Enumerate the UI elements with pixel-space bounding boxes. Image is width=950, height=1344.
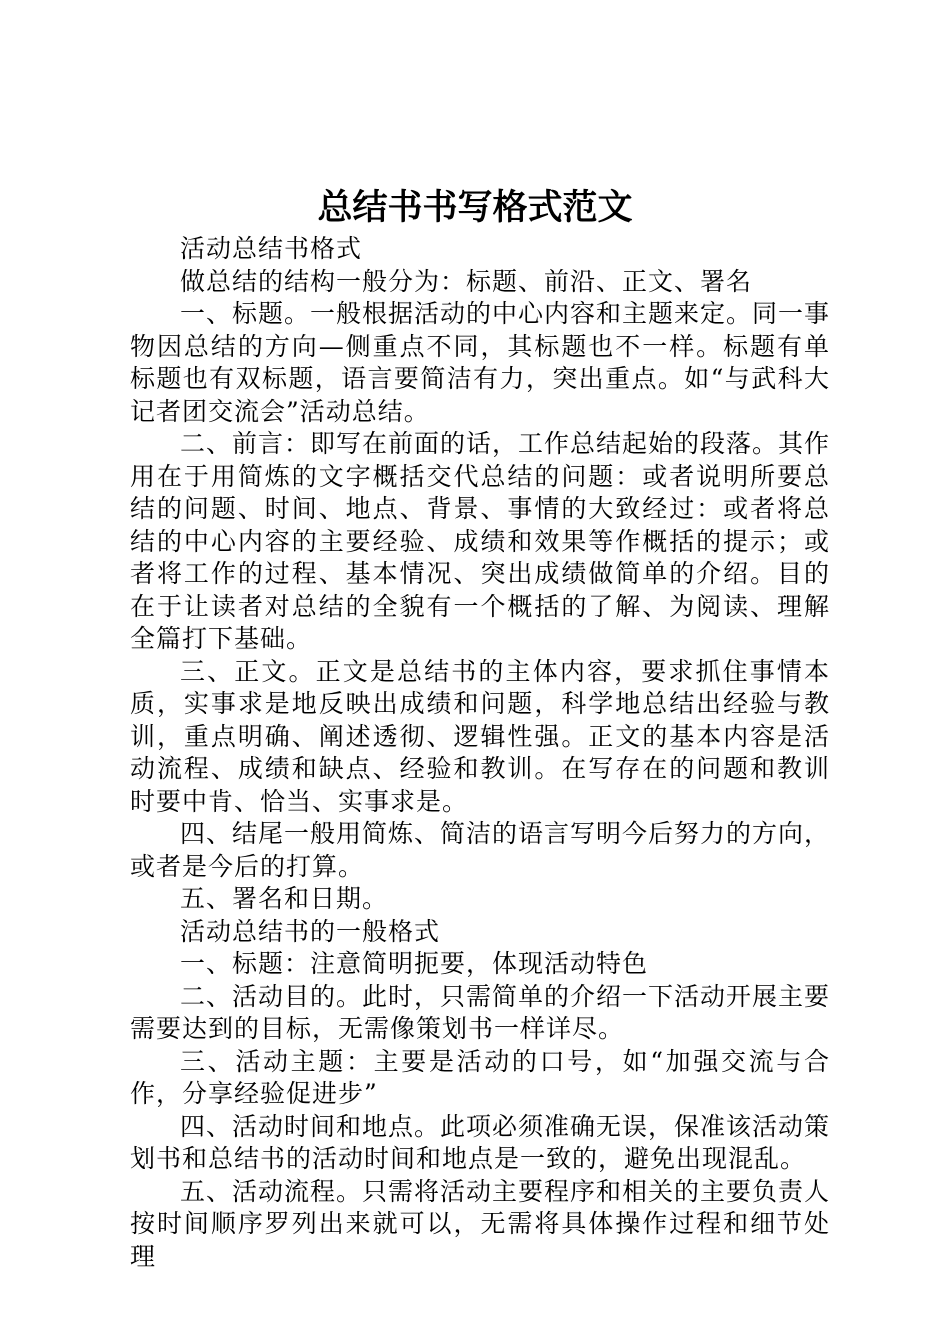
paragraph: 五、署名和日期。 — [180, 884, 389, 913]
document-title: 总结书书写格式范文 — [317, 187, 633, 228]
paragraph: 一、标题：注意简明扼要，体现活动特色 — [180, 949, 649, 978]
paragraph: 一、标题。一般根据活动的中心内容和主题来定。同一事物因总结的方向—侧重点不同，其标题也不一样。标题有单标题也有双标题，语言要简洁有力，突出重点。如“与武科大记者团交流会”活动总结。 — [130, 299, 831, 426]
paragraph: 四、活动时间和地点。此项必须准确无误，保准该活动策划书和总结书的活动时间和地点是一致的，避免出现混乱。 — [130, 1111, 831, 1173]
paragraph: 做总结的结构一般分为：标题、前沿、正文、署名 — [180, 266, 753, 296]
paragraph: 三、正文。正文是总结书的主体内容，要求抓住事情本质，实事求是地反映出成绩和问题，科学地总结出经验与教训，重点明确、阐述透彻、逻辑性强。正文的基本内容是活动流程、成绩和缺点、经验和教训。在写存在的问题和教训时要中肯、恰当、实事求是。 — [130, 656, 830, 816]
paragraph: 三、活动主题：主要是活动的口号，如“加强交流与合作，分享经验促进步” — [130, 1046, 830, 1108]
paragraph: 活动总结书的一般格式 — [180, 916, 441, 946]
document-body — [130, 233, 830, 1273]
paragraph: 二、前言：即写在前面的话，工作总结起始的段落。其作用在于用简炼的文字概括交代总结的问题：或者说明所要总结的问题、时间、地点、背景、事情的大致经过：或者将总结的中心内容的主要经验、成绩和效果等作概括的提示；或者将工作的过程、基本情况、突出成绩做简单的介绍。目的在于让读者对总结的全貌有一个概括的了解、为阅读、理解全篇打下基础。 — [130, 429, 831, 653]
paragraph: 四、结尾一般用简炼、简洁的语言写明今后努力的方向，或者是今后的打算。 — [130, 819, 831, 881]
paragraph: 活动总结书格式 — [180, 234, 363, 263]
paragraph: 五、活动流程。只需将活动主要程序和相关的主要负责人按时间顺序罗列出来就可以，无需将具体操作过程和细节处理 — [130, 1176, 831, 1271]
paragraph: 二、活动目的。此时，只需简单的介绍一下活动开展主要需要达到的目标，无需像策划书一样详尽。 — [130, 981, 831, 1043]
